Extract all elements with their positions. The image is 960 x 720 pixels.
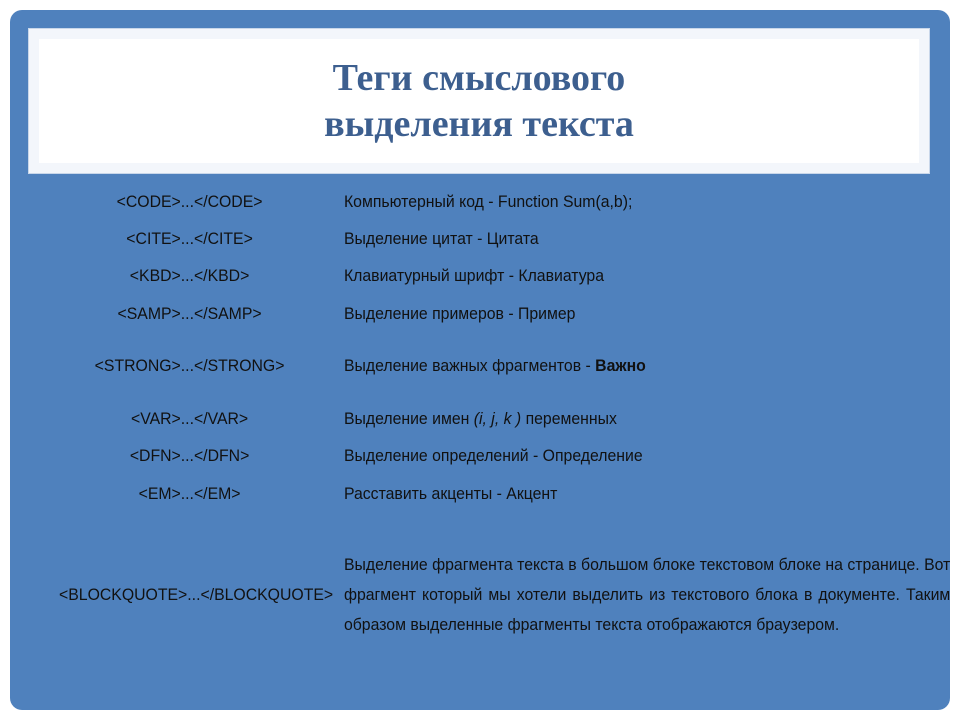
- description-cell: Выделение примеров - Пример: [343, 304, 576, 323]
- description-italic-example: (i, j, k ): [473, 409, 522, 428]
- title-line-2: выделения текста: [324, 103, 634, 145]
- description-text: Выделение имен: [343, 409, 474, 428]
- description-cell: [344, 351, 646, 381]
- description-cell: Расставить акценты - Акцент: [343, 484, 558, 503]
- table-row-dfn: [32, 441, 906, 471]
- tag-cell: <CITE>...</CITE>: [126, 229, 253, 248]
- description-cell: Компьютерный код - Function Sum(a,b);: [343, 192, 633, 211]
- tag-cell-blockquote: <BLOCKQUOTE>...</BLOCKQUOTE>: [59, 585, 334, 604]
- table-row-code: [32, 187, 906, 217]
- description-cell: Клавиатурный шрифт - Клавиатура: [343, 266, 605, 285]
- table-row-samp: [32, 299, 906, 329]
- table-row-kbd: [32, 261, 906, 291]
- tag-cell: <SAMP>...</SAMP>: [117, 304, 262, 323]
- tag-cell: <DFN>...</DFN>: [129, 446, 250, 465]
- tag-cell: <STRONG>...</STRONG>: [94, 356, 285, 375]
- description-text: Выделение важных фрагментов -: [343, 356, 596, 375]
- description-cell: [344, 404, 617, 434]
- table-row-var: [32, 404, 906, 434]
- description-cell-blockquote: Выделение фрагмента текста в большом блоке текстовом блоке на странице. Вот фрагмент который мы хотели выделить из текстового блока в документе. Таким образом выделенные фрагменты текста отображаются браузером.: [343, 555, 950, 634]
- tag-cell: <KBD>...</KBD>: [129, 266, 250, 285]
- tag-cell: <EM>...</EM>: [138, 484, 241, 503]
- description-cell: Выделение цитат - Цитата: [343, 229, 539, 248]
- table-row-em: [32, 479, 906, 509]
- tag-cell: <VAR>...</VAR>: [130, 409, 249, 428]
- tag-cell: <CODE>...</CODE>: [116, 192, 263, 211]
- table-row-cite: [32, 224, 906, 254]
- description-bold-example: Важно: [595, 356, 646, 375]
- slide: [10, 10, 950, 710]
- description-cell: Выделение определений - Определение: [343, 446, 643, 465]
- table-row-strong: [32, 351, 906, 381]
- description-text-suffix: переменных: [521, 409, 617, 428]
- tag-table: [32, 10, 950, 710]
- title-line-1: Теги смыслового: [332, 57, 626, 99]
